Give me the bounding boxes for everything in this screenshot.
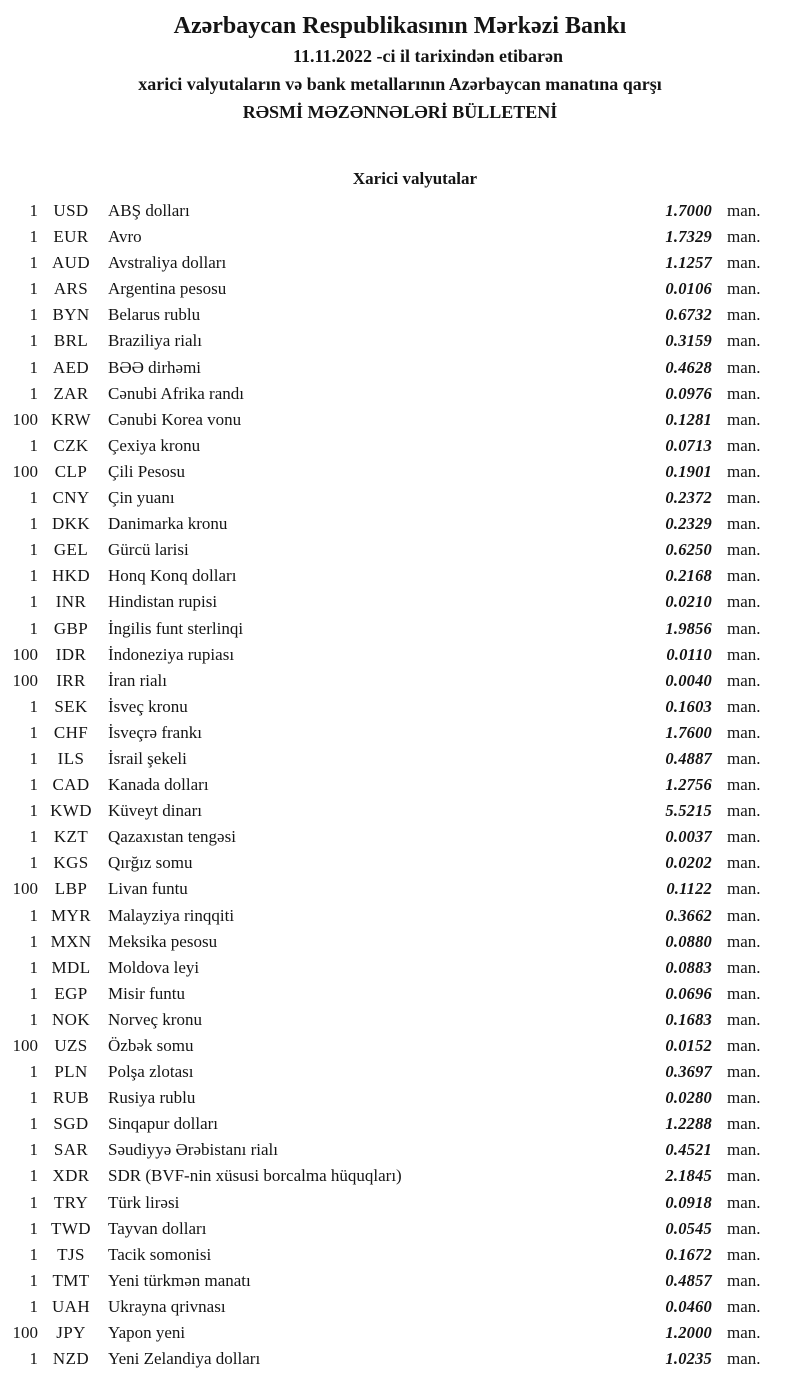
rate-row [0,589,773,615]
page-title: Azərbaycan Respublikasının Mərkəzi Bankı [173,13,627,39]
currency-code-cell: ZAR [53,383,89,403]
currency-name-cell: Danimarka kronu [108,514,228,534]
quantity-cell: 1 [29,201,38,220]
rate-row [0,1033,773,1059]
quantity-cell: 1 [29,853,38,873]
currency-name-cell: Malayziya rinqqiti [108,905,235,925]
rate-unit-cell: man. [727,1349,761,1369]
quantity-cell: 1 [29,957,38,977]
currency-code-cell: TRY [53,1192,89,1212]
section-title-foreign-currencies: Xarici valyutalar [352,169,478,188]
rate-row [0,1163,773,1189]
currency-name-cell: Çin yuanı [108,488,175,508]
rate-row [0,276,773,302]
currency-name-cell: Belarus rublu [108,305,201,325]
rate-row [0,407,773,433]
rate-row [0,746,773,772]
rate-row [0,485,773,511]
rate-value-cell: 0.0280 [665,1088,712,1108]
currency-name-cell: İran rialı [108,670,167,690]
rate-value-cell: 0.2372 [665,488,712,508]
rate-row [0,1137,773,1163]
rates-table [0,198,800,1372]
rate-row [0,929,773,955]
rate-value-cell: 0.1122 [666,879,712,899]
currency-code-cell: CLP [54,461,88,481]
currency-code-cell: ILS [57,748,85,768]
rate-row [0,1059,773,1085]
rate-unit-cell: man. [727,1244,761,1264]
rate-value-cell: 0.2168 [665,566,712,586]
currency-name-cell: İsveçrə frankı [108,722,202,742]
currency-name-cell: Avro [108,227,142,247]
quantity-cell: 100 [12,644,38,664]
currency-code-cell: JPY [56,1323,86,1343]
rate-unit-cell: man. [727,1218,761,1238]
rate-value-cell: 1.2756 [665,775,712,795]
rate-row [0,328,773,354]
currency-code-cell: SEK [54,696,88,716]
quantity-cell: 1 [29,722,38,742]
rate-value-cell: 0.0152 [665,1036,712,1055]
currency-code-cell: MDL [51,957,91,977]
bulletin-title-line: RƏSMİ MƏZƏNNƏLƏRİ BÜLLETENİ [242,102,558,122]
quantity-cell: 1 [29,1009,38,1029]
rate-unit-cell: man. [727,305,761,325]
quantity-cell: 1 [29,905,38,925]
rate-row [0,511,773,537]
rate-row [0,772,773,798]
rate-unit-cell: man. [727,1296,761,1316]
rate-row [0,459,773,485]
rate-unit-cell: man. [727,540,761,560]
currency-name-cell: Türk lirəsi [108,1192,180,1212]
currency-code-cell: UAH [51,1296,91,1316]
rate-unit-cell: man. [727,1036,761,1055]
currency-code-cell: BYN [52,305,90,325]
rate-unit-cell: man. [727,827,761,847]
rate-row [0,720,773,746]
currency-name-cell: Yapon yeni [108,1323,186,1343]
currency-name-cell: Hindistan rupisi [108,592,218,612]
quantity-cell: 1 [29,801,38,821]
quantity-cell: 100 [12,1323,38,1343]
currency-name-cell: Rusiya rublu [108,1088,196,1108]
rate-value-cell: 0.1683 [665,1009,712,1029]
rate-value-cell: 0.0037 [665,827,712,847]
rate-row [0,981,773,1007]
quantity-cell: 1 [29,1166,38,1186]
currency-name-cell: Çili Pesosu [108,461,185,481]
rate-value-cell: 1.0235 [665,1349,712,1369]
currency-code-cell: LBP [54,879,88,899]
currency-name-cell: Sinqapur dolları [108,1114,219,1134]
quantity-cell: 1 [29,1062,38,1082]
quantity-cell: 1 [29,540,38,560]
rate-unit-cell: man. [727,1009,761,1029]
currency-name-cell: ABŞ dolları [108,201,190,220]
rate-row [0,250,773,276]
rate-value-cell: 0.0202 [665,853,712,873]
quantity-cell: 1 [29,775,38,795]
rate-unit-cell: man. [727,853,761,873]
rate-unit-cell: man. [727,931,761,951]
rate-unit-cell: man. [727,1270,761,1290]
rate-value-cell: 0.4887 [665,748,712,768]
rate-unit-cell: man. [727,383,761,403]
rate-row [0,198,773,224]
rate-unit-cell: man. [727,905,761,925]
rate-row [0,876,773,902]
rate-value-cell: 0.0880 [665,931,712,951]
rate-value-cell: 0.0918 [665,1192,712,1212]
currency-name-cell: Qazaxıstan tengəsi [108,827,236,847]
bulletin-header [0,0,800,126]
quantity-cell: 1 [29,1270,38,1290]
quantity-cell: 100 [12,670,38,690]
quantity-cell: 1 [29,488,38,508]
rate-row [0,824,773,850]
currency-code-cell: UZS [54,1036,88,1055]
rate-value-cell: 0.4857 [665,1270,712,1290]
rate-value-cell: 0.2329 [665,514,712,534]
rate-value-cell: 0.3159 [665,331,712,351]
currency-name-cell: Tayvan dolları [108,1218,207,1238]
currency-code-cell: ARS [53,279,89,299]
rate-row [0,798,773,824]
quantity-cell: 1 [29,331,38,351]
currency-code-cell: CZK [53,435,89,455]
currency-code-cell: TJS [57,1244,85,1264]
currency-code-cell: NOK [51,1009,91,1029]
quantity-cell: 1 [29,1244,38,1264]
currency-name-cell: İndoneziya rupiası [108,644,235,664]
rate-value-cell: 0.1672 [665,1244,712,1264]
currency-code-cell: DKK [51,514,91,534]
rate-unit-cell: man. [727,435,761,455]
rate-unit-cell: man. [727,957,761,977]
currency-code-cell: HKD [51,566,91,586]
currency-name-cell: BƏƏ dirhəmi [108,357,202,377]
currency-name-cell: Misir funtu [108,983,185,1003]
currency-code-cell: EGP [54,983,88,1003]
rate-row [0,1111,773,1137]
quantity-cell: 1 [29,983,38,1003]
currency-code-cell: TMT [52,1270,90,1290]
rate-row [0,694,773,720]
quantity-cell: 1 [29,1088,38,1108]
currency-code-cell: CAD [52,775,90,795]
rate-value-cell: 1.1257 [665,253,712,273]
currency-code-cell: KRW [51,409,91,429]
quantity-cell: 1 [29,227,38,247]
quantity-cell: 100 [12,409,38,429]
rate-unit-cell: man. [727,566,761,586]
rate-value-cell: 0.4628 [665,357,712,377]
rate-value-cell: 0.3697 [665,1062,712,1082]
currency-code-cell: BRL [53,331,89,351]
currency-code-cell: USD [53,201,89,220]
currency-name-cell: Honq Konq dolları [108,566,237,586]
rate-unit-cell: man. [727,1140,761,1160]
currency-name-cell: Yeni türkmən manatı [108,1270,251,1290]
currency-code-cell: SAR [53,1140,89,1160]
quantity-cell: 100 [12,461,38,481]
rate-value-cell: 0.1281 [665,409,712,429]
rate-value-cell: 2.1845 [665,1166,712,1186]
rate-unit-cell: man. [727,331,761,351]
rate-row [0,563,773,589]
currency-name-cell: Qırğız somu [108,853,193,873]
currency-name-cell: Çexiya kronu [108,435,201,455]
quantity-cell: 1 [29,1296,38,1316]
quantity-cell: 1 [29,357,38,377]
effective-date-line: 11.11.2022 -ci il tarixindən etibarən [293,46,563,66]
rate-row [0,355,773,381]
quantity-cell: 100 [12,1036,38,1055]
currency-code-cell: IRR [56,670,86,690]
rate-value-cell: 0.3662 [665,905,712,925]
rate-row [0,1242,773,1268]
rate-value-cell: 0.0110 [666,644,712,664]
currency-code-cell: EUR [53,227,89,247]
currency-code-cell: KWD [50,801,92,821]
rate-value-cell: 1.2288 [665,1114,712,1134]
quantity-cell: 1 [29,305,38,325]
currency-name-cell: Tacik somonisi [108,1244,212,1264]
rate-unit-cell: man. [727,514,761,534]
rate-value-cell: 0.6732 [665,305,712,325]
rate-value-cell: 1.9856 [665,618,712,638]
rate-value-cell: 1.7600 [665,722,712,742]
rate-row [0,955,773,981]
rate-unit-cell: man. [727,409,761,429]
currency-code-cell: NZD [52,1349,90,1369]
currency-code-cell: PLN [54,1062,88,1082]
quantity-cell: 1 [29,748,38,768]
rate-value-cell: 0.0040 [665,670,712,690]
rate-row [0,381,773,407]
quantity-cell: 1 [29,279,38,299]
rate-unit-cell: man. [727,201,761,220]
rate-unit-cell: man. [727,801,761,821]
currency-code-cell: XDR [52,1166,90,1186]
rate-unit-cell: man. [727,879,761,899]
rate-value-cell: 1.7000 [665,201,712,220]
rate-unit-cell: man. [727,618,761,638]
quantity-cell: 1 [29,514,38,534]
rate-unit-cell: man. [727,1088,761,1108]
quantity-cell: 1 [29,566,38,586]
rate-row [0,1085,773,1111]
rate-value-cell: 0.0460 [665,1296,712,1316]
rate-row [0,903,773,929]
quantity-cell: 1 [29,696,38,716]
quantity-cell: 1 [29,435,38,455]
rate-unit-cell: man. [727,592,761,612]
currency-code-cell: CHF [53,722,89,742]
rate-unit-cell: man. [727,1166,761,1186]
currency-name-cell: Livan funtu [108,879,188,899]
currency-code-cell: GEL [53,540,89,560]
subtitle-line: xarici valyutaların və bank metallarının Azərbaycan manatına qarşı [138,74,662,94]
rate-unit-cell: man. [727,1062,761,1082]
rate-unit-cell: man. [727,357,761,377]
currency-name-cell: Cənubi Afrika randı [108,383,244,403]
currency-name-cell: Braziliya rialı [108,331,202,351]
rate-unit-cell: man. [727,696,761,716]
quantity-cell: 100 [12,879,38,899]
currency-code-cell: MXN [50,931,92,951]
rate-value-cell: 0.0210 [665,592,712,612]
quantity-cell: 1 [29,1218,38,1238]
currency-name-cell: İsveç kronu [108,696,188,716]
rate-row [0,850,773,876]
currency-code-cell: CNY [52,488,90,508]
currency-name-cell: İngilis funt sterlinqi [108,618,244,638]
currency-code-cell: TWD [51,1218,91,1238]
rate-row [0,1190,773,1216]
rate-row [0,224,773,250]
rate-value-cell: 0.0106 [665,279,712,299]
currency-code-cell: KGS [53,853,89,873]
rate-row [0,1320,773,1346]
currency-code-cell: INR [55,592,87,612]
rate-unit-cell: man. [727,1192,761,1212]
rate-unit-cell: man. [727,670,761,690]
currency-name-cell: Avstraliya dolları [108,253,227,273]
rate-unit-cell: man. [727,279,761,299]
currency-name-cell: Özbək somu [108,1036,194,1055]
rate-unit-cell: man. [727,227,761,247]
rate-value-cell: 0.0883 [665,957,712,977]
rate-value-cell: 0.0976 [665,383,712,403]
rate-unit-cell: man. [727,461,761,481]
rate-value-cell: 0.0713 [665,435,712,455]
currency-name-cell: Argentina pesosu [108,279,227,299]
rate-unit-cell: man. [727,748,761,768]
rate-unit-cell: man. [727,775,761,795]
rate-value-cell: 0.0696 [665,983,712,1003]
quantity-cell: 1 [29,383,38,403]
rate-row [0,1268,773,1294]
rate-row [0,1346,773,1372]
quantity-cell: 1 [29,1114,38,1134]
quantity-cell: 1 [29,1349,38,1369]
currency-code-cell: IDR [55,644,87,664]
rate-row [0,537,773,563]
currency-name-cell: Səudiyyə Ərəbistanı rialı [108,1140,278,1160]
currency-name-cell: Meksika pesosu [108,931,218,951]
currency-code-cell: MYR [51,905,91,925]
currency-name-cell: Moldova leyi [108,957,200,977]
rate-row [0,433,773,459]
rate-unit-cell: man. [727,983,761,1003]
currency-code-cell: AED [52,357,90,377]
rate-unit-cell: man. [727,722,761,742]
quantity-cell: 1 [29,592,38,612]
rate-value-cell: 0.1901 [665,461,712,481]
rate-value-cell: 1.2000 [665,1323,712,1343]
rate-value-cell: 5.5215 [665,801,712,821]
rate-row [0,642,773,668]
rate-row [0,1294,773,1320]
currency-name-cell: SDR (BVF-nin xüsusi borcalma hüquqları) [108,1166,402,1186]
rate-value-cell: 0.1603 [665,696,712,716]
currency-name-cell: Yeni Zelandiya dolları [108,1349,261,1369]
rate-row [0,1216,773,1242]
rate-unit-cell: man. [727,1323,761,1343]
rate-value-cell: 0.4521 [665,1140,712,1160]
rate-row [0,668,773,694]
currency-name-cell: Küveyt dinarı [108,801,202,821]
rate-unit-cell: man. [727,253,761,273]
rate-row [0,302,773,328]
rate-unit-cell: man. [727,488,761,508]
rate-row [0,616,773,642]
currency-code-cell: AUD [51,253,91,273]
rate-unit-cell: man. [727,644,761,664]
quantity-cell: 1 [29,1192,38,1212]
currency-name-cell: İsrail şekeli [108,748,187,768]
rate-row [0,1007,773,1033]
currency-name-cell: Norveç kronu [108,1009,202,1029]
currency-code-cell: RUB [52,1088,90,1108]
currency-name-cell: Gürcü larisi [108,540,189,560]
quantity-cell: 1 [29,827,38,847]
currency-code-cell: GBP [53,618,89,638]
currency-name-cell: Polşa zlotası [108,1062,194,1082]
currency-code-cell: SGD [53,1114,89,1134]
rate-value-cell: 0.0545 [665,1218,712,1238]
quantity-cell: 1 [29,931,38,951]
quantity-cell: 1 [29,253,38,273]
quantity-cell: 1 [29,618,38,638]
currency-name-cell: Kanada dolları [108,775,209,795]
currency-name-cell: Ukrayna qrivnası [108,1296,226,1316]
currency-name-cell: Cənubi Korea vonu [108,409,242,429]
quantity-cell: 1 [29,1140,38,1160]
rate-value-cell: 1.7329 [665,227,712,247]
rate-unit-cell: man. [727,1114,761,1134]
rate-value-cell: 0.6250 [665,540,712,560]
currency-code-cell: KZT [53,827,89,847]
